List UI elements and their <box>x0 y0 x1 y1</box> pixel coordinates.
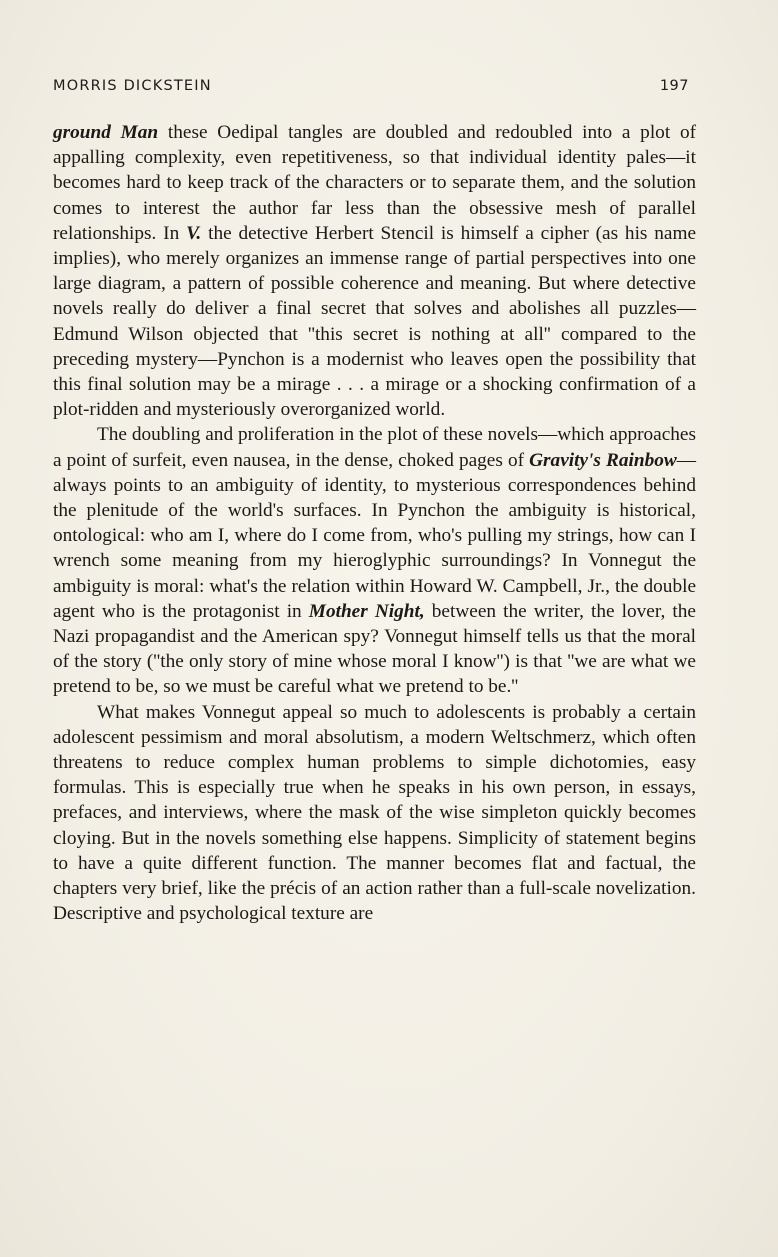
paragraph <box>53 120 696 422</box>
running-head <box>53 78 689 98</box>
text-run: between the writer, the lover, the Nazi propagandist and the American spy? Vonnegut himself tells us that the moral of the story (''the only story of mine whose moral I know'') is that ''we are what we pretend to be, so we must be careful what we pretend to be.'' <box>53 600 696 698</box>
book-title: Gravity's Rainbow <box>529 449 677 471</box>
book-title: ground Man <box>53 122 159 143</box>
text-run: —always points to an ambiguity of identity, to mysterious correspondences behind the plenitude of the world's surfaces. In Pynchon the ambiguity is historical, ontological: who am I, where do I come from, who's pulling my strings, how can I wrench some meaning from my hieroglyphic surroundings? In Vonnegut the ambiguity is moral: what's the relation within Howard W. Campbell, Jr., the double agent who is the protagonist in <box>53 449 696 622</box>
text-run: the detective Herbert Stencil is himself a cipher (as his name implies), who merely organizes an immense range of partial perspectives into one large diagram, a pattern of possible coherence and meaning. But where detective novels really do deliver a final secret that solves and abolishes all puzzles—Edmund Wilson objected that ''this secret is nothing at all'' compared to the preceding mystery—Pynchon is a modernist who leaves open the possibility that this final solution may be a mirage . . . a mirage or a shocking confirmation of a plot-ridden and mysteriously overorganized world. <box>53 222 696 421</box>
book-title: V. <box>186 222 202 244</box>
paragraph <box>53 422 696 699</box>
text-run: What makes Vonnegut appeal so much to adolescents is probably a certain adolescent pessimism and moral absolutism, a modern Weltschmerz, which often threatens to reduce complex human problems to simple dichotomies, easy formulas. This is especially true when he speaks in his own person, in essays, prefaces, and interviews, where the mask of the wise simpleton quickly becomes cloying. But in the novels something else happens. Simplicity of statement begins to have a quite different function. The manner becomes flat and factual, the chapters very brief, like the précis of an action rather than a full-scale novelization. Descriptive and psychological texture are <box>53 701 696 925</box>
paragraph <box>53 700 696 927</box>
body-text <box>53 120 696 927</box>
text-run: these Oedipal tangles are doubled and redoubled into a plot of appalling complexity, even repetitiveness, so that individual identity pales—it becomes hard to keep track of the characters or to separate them, and the solution comes to interest the author far less than the obsessive mesh of parallel relationships. In <box>53 122 697 244</box>
page-number: 197 <box>659 78 689 94</box>
running-head-author: MORRIS DICKSTEIN <box>53 78 212 94</box>
text-run: The doubling and proliferation in the plot of these novels—which approaches a point of surfeit, even nausea, in the dense, choked pages of <box>53 424 696 471</box>
book-title: Mother Night, <box>308 600 425 622</box>
